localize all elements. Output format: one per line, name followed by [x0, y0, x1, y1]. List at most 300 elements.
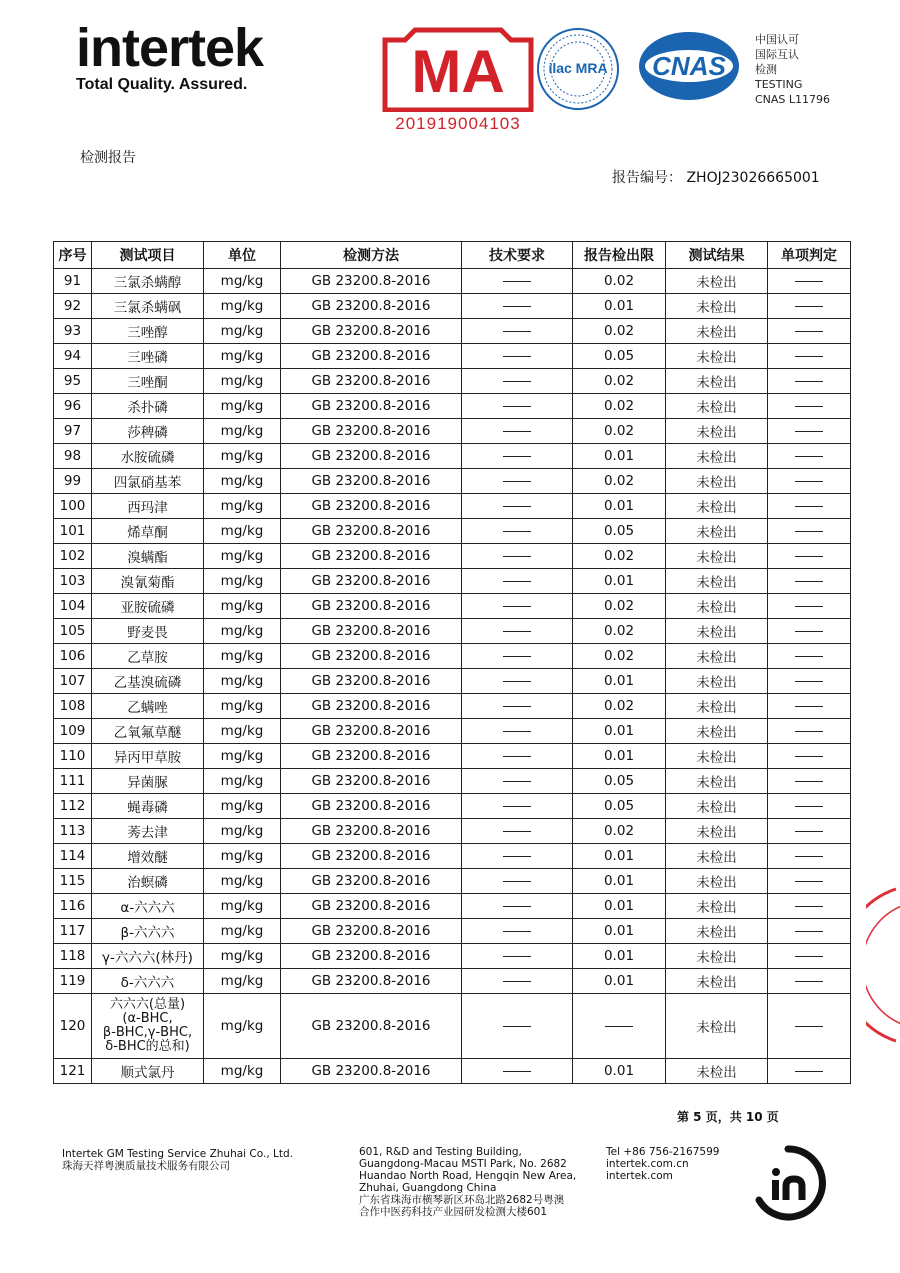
table-row	[54, 594, 851, 619]
dash-line	[795, 731, 823, 732]
dash-line	[503, 931, 531, 932]
unit: mg/kg	[204, 419, 281, 444]
row-no: 110	[54, 744, 92, 769]
intertek-tagline: Total Quality. Assured.	[76, 76, 248, 93]
dash-line	[503, 731, 531, 732]
test-item: δ-六六六	[92, 969, 204, 994]
footer-contact	[606, 1146, 719, 1182]
test-result: 未检出	[666, 419, 768, 444]
header-result: 测试结果	[666, 242, 768, 269]
detection-limit: 0.02	[573, 619, 666, 644]
detection-limit: 0.01	[573, 294, 666, 319]
row-no: 118	[54, 944, 92, 969]
test-result: 未检出	[666, 444, 768, 469]
dash-line	[795, 856, 823, 857]
test-result: 未检出	[666, 644, 768, 669]
test-result: 未检出	[666, 719, 768, 744]
row-no: 112	[54, 794, 92, 819]
unit: mg/kg	[204, 469, 281, 494]
ilac-mra-logo	[536, 26, 620, 112]
dash-line	[503, 631, 531, 632]
judgement	[768, 744, 851, 769]
test-item: 西玛津	[92, 494, 204, 519]
row-no: 92	[54, 294, 92, 319]
test-result: 未检出	[666, 1059, 768, 1084]
test-result: 未检出	[666, 569, 768, 594]
table-row	[54, 494, 851, 519]
requirement	[462, 794, 573, 819]
requirement	[462, 969, 573, 994]
table-row	[54, 694, 851, 719]
test-method: GB 23200.8-2016	[281, 644, 462, 669]
test-method: GB 23200.8-2016	[281, 469, 462, 494]
test-result: 未检出	[666, 794, 768, 819]
dash-line	[503, 956, 531, 957]
row-no: 107	[54, 669, 92, 694]
detection-limit: 0.02	[573, 469, 666, 494]
test-method: GB 23200.8-2016	[281, 569, 462, 594]
row-no: 113	[54, 819, 92, 844]
intertek-wordmark: intertek	[76, 18, 264, 78]
detection-limit: 0.02	[573, 319, 666, 344]
row-no: 111	[54, 769, 92, 794]
dash-line	[795, 506, 823, 507]
test-item	[92, 994, 204, 1059]
detection-limit: 0.01	[573, 569, 666, 594]
test-item: 莎稗磷	[92, 419, 204, 444]
detection-limit: 0.02	[573, 369, 666, 394]
unit: mg/kg	[204, 944, 281, 969]
unit: mg/kg	[204, 744, 281, 769]
row-no: 103	[54, 569, 92, 594]
row-no: 104	[54, 594, 92, 619]
ilac-text: ilac MRA	[548, 60, 608, 76]
judgement	[768, 394, 851, 419]
test-item-line: (α-BHC,	[122, 1011, 173, 1026]
requirement	[462, 719, 573, 744]
detection-limit: 0.02	[573, 694, 666, 719]
unit: mg/kg	[204, 369, 281, 394]
test-method: GB 23200.8-2016	[281, 1059, 462, 1084]
test-method: GB 23200.8-2016	[281, 844, 462, 869]
dash-line	[795, 331, 823, 332]
test-method: GB 23200.8-2016	[281, 594, 462, 619]
dash-line	[503, 981, 531, 982]
dash-line	[795, 456, 823, 457]
test-method: GB 23200.8-2016	[281, 869, 462, 894]
detection-limit: 0.01	[573, 669, 666, 694]
detection-limit: 0.01	[573, 944, 666, 969]
test-result: 未检出	[666, 544, 768, 569]
header-requirement: 技术要求	[462, 242, 573, 269]
judgement	[768, 319, 851, 344]
table-row	[54, 644, 851, 669]
unit: mg/kg	[204, 969, 281, 994]
test-item: 三唑磷	[92, 344, 204, 369]
table-row	[54, 994, 851, 1059]
row-no: 96	[54, 394, 92, 419]
judgement	[768, 694, 851, 719]
footer-line: Intertek GM Testing Service Zhuhai Co., Ltd.	[62, 1148, 293, 1160]
test-item: 溴螨酯	[92, 544, 204, 569]
dash-line	[795, 606, 823, 607]
judgement	[768, 419, 851, 444]
unit: mg/kg	[204, 869, 281, 894]
row-no: 120	[54, 994, 92, 1059]
test-item: 水胺硫磷	[92, 444, 204, 469]
judgement	[768, 369, 851, 394]
requirement	[462, 294, 573, 319]
dash-line	[503, 506, 531, 507]
unit: mg/kg	[204, 669, 281, 694]
detection-limit: 0.05	[573, 344, 666, 369]
row-no: 108	[54, 694, 92, 719]
test-method: GB 23200.8-2016	[281, 344, 462, 369]
table-row	[54, 769, 851, 794]
test-item: 顺式氯丹	[92, 1059, 204, 1084]
detection-limit: 0.01	[573, 494, 666, 519]
judgement	[768, 344, 851, 369]
test-result: 未检出	[666, 819, 768, 844]
judgement	[768, 794, 851, 819]
row-no: 99	[54, 469, 92, 494]
requirement	[462, 394, 573, 419]
dash-line	[795, 681, 823, 682]
detection-limit: 0.02	[573, 394, 666, 419]
table-row	[54, 319, 851, 344]
test-item: 三唑酮	[92, 369, 204, 394]
row-no: 105	[54, 619, 92, 644]
test-method: GB 23200.8-2016	[281, 944, 462, 969]
header-no: 序号	[54, 242, 92, 269]
cma-logo	[381, 26, 535, 112]
test-item: 亚胺硫磷	[92, 594, 204, 619]
cnas-caption-line: 国际互认	[755, 48, 799, 61]
judgement	[768, 644, 851, 669]
row-no: 91	[54, 269, 92, 294]
test-item: 四氯硝基苯	[92, 469, 204, 494]
table-row	[54, 569, 851, 594]
unit: mg/kg	[204, 694, 281, 719]
footer-line: intertek.com	[606, 1170, 673, 1182]
dash-line	[503, 431, 531, 432]
test-result: 未检出	[666, 494, 768, 519]
dash-line	[795, 756, 823, 757]
table-row	[54, 969, 851, 994]
dash-line	[503, 856, 531, 857]
requirement	[462, 644, 573, 669]
test-result: 未检出	[666, 894, 768, 919]
test-method: GB 23200.8-2016	[281, 619, 462, 644]
table-row	[54, 269, 851, 294]
test-item: 治螟磷	[92, 869, 204, 894]
test-method: GB 23200.8-2016	[281, 894, 462, 919]
table-row	[54, 1059, 851, 1084]
row-no: 101	[54, 519, 92, 544]
dash-line	[795, 1071, 823, 1072]
test-method: GB 23200.8-2016	[281, 819, 462, 844]
test-method: GB 23200.8-2016	[281, 719, 462, 744]
footer-line: 合作中医药科技产业园研发检测大楼601	[359, 1206, 548, 1218]
test-item: 异丙甲草胺	[92, 744, 204, 769]
detection-limit: 0.02	[573, 544, 666, 569]
detection-limit: 0.02	[573, 419, 666, 444]
dash-line	[795, 1026, 823, 1027]
test-item: 杀扑磷	[92, 394, 204, 419]
requirement	[462, 844, 573, 869]
test-item: 增效醚	[92, 844, 204, 869]
dash-line	[503, 556, 531, 557]
header-judgement: 单项判定	[768, 242, 851, 269]
requirement	[462, 269, 573, 294]
dash-line	[795, 881, 823, 882]
row-no: 102	[54, 544, 92, 569]
header-item: 测试项目	[92, 242, 204, 269]
table-row	[54, 744, 851, 769]
detection-limit: 0.05	[573, 794, 666, 819]
test-item: 莠去津	[92, 819, 204, 844]
footer-line: Tel +86 756-2167599	[606, 1146, 720, 1158]
unit: mg/kg	[204, 319, 281, 344]
table-row	[54, 544, 851, 569]
detection-limit	[573, 994, 666, 1059]
detection-limit: 0.01	[573, 969, 666, 994]
requirement	[462, 769, 573, 794]
intertek-logo	[76, 18, 263, 94]
unit: mg/kg	[204, 769, 281, 794]
footer-line: intertek.com.cn	[606, 1158, 689, 1170]
dash-line	[795, 481, 823, 482]
test-method: GB 23200.8-2016	[281, 269, 462, 294]
cma-text: MA	[411, 38, 505, 105]
requirement	[462, 894, 573, 919]
detection-limit: 0.01	[573, 844, 666, 869]
requirement	[462, 469, 573, 494]
test-result: 未检出	[666, 344, 768, 369]
dash-line	[503, 706, 531, 707]
judgement	[768, 594, 851, 619]
table-row	[54, 844, 851, 869]
requirement	[462, 869, 573, 894]
requirement	[462, 744, 573, 769]
requirement	[462, 444, 573, 469]
requirement	[462, 944, 573, 969]
test-item: β-六六六	[92, 919, 204, 944]
dash-line	[795, 706, 823, 707]
dash-line	[503, 806, 531, 807]
footer-line: 广东省珠海市横琴新区环岛北路2682号粤澳	[359, 1194, 565, 1206]
requirement	[462, 994, 573, 1059]
unit: mg/kg	[204, 644, 281, 669]
test-item: 蝇毒磷	[92, 794, 204, 819]
detection-limit: 0.02	[573, 269, 666, 294]
test-result: 未检出	[666, 469, 768, 494]
test-result: 未检出	[666, 919, 768, 944]
dash-line	[503, 381, 531, 382]
detection-limit: 0.02	[573, 644, 666, 669]
test-method: GB 23200.8-2016	[281, 794, 462, 819]
row-no: 117	[54, 919, 92, 944]
table-row	[54, 819, 851, 844]
dash-line	[503, 581, 531, 582]
report-number: 报告编号： ZHOJ23026665001	[612, 170, 820, 186]
test-result: 未检出	[666, 519, 768, 544]
table-row	[54, 394, 851, 419]
table-row	[54, 869, 851, 894]
dash-line	[795, 406, 823, 407]
row-no: 114	[54, 844, 92, 869]
detection-limit: 0.01	[573, 1059, 666, 1084]
footer-address	[359, 1146, 576, 1218]
test-result: 未检出	[666, 294, 768, 319]
test-method: GB 23200.8-2016	[281, 919, 462, 944]
unit: mg/kg	[204, 294, 281, 319]
requirement	[462, 519, 573, 544]
judgement	[768, 919, 851, 944]
row-no: 94	[54, 344, 92, 369]
test-item: 异菌脲	[92, 769, 204, 794]
test-method: GB 23200.8-2016	[281, 994, 462, 1059]
test-result: 未检出	[666, 994, 768, 1059]
row-no: 119	[54, 969, 92, 994]
table-row	[54, 944, 851, 969]
dash-line	[503, 881, 531, 882]
header-limit: 报告检出限	[573, 242, 666, 269]
test-result: 未检出	[666, 694, 768, 719]
dash-line	[503, 456, 531, 457]
test-result: 未检出	[666, 619, 768, 644]
table-row	[54, 719, 851, 744]
judgement	[768, 519, 851, 544]
table-row	[54, 469, 851, 494]
test-method: GB 23200.8-2016	[281, 544, 462, 569]
unit: mg/kg	[204, 544, 281, 569]
document-title: 检测报告	[80, 150, 136, 166]
dash-line	[795, 306, 823, 307]
dash-line	[503, 831, 531, 832]
dash-line	[795, 831, 823, 832]
row-no: 109	[54, 719, 92, 744]
judgement	[768, 444, 851, 469]
cma-number: 201919004103	[395, 114, 521, 133]
requirement	[462, 694, 573, 719]
requirement	[462, 669, 573, 694]
table-row	[54, 369, 851, 394]
dash-line	[503, 681, 531, 682]
unit: mg/kg	[204, 719, 281, 744]
test-result: 未检出	[666, 669, 768, 694]
dash-line	[503, 306, 531, 307]
row-no: 93	[54, 319, 92, 344]
detection-limit: 0.01	[573, 744, 666, 769]
judgement	[768, 294, 851, 319]
requirement	[462, 1059, 573, 1084]
table-row	[54, 669, 851, 694]
dash-line	[503, 356, 531, 357]
row-no: 98	[54, 444, 92, 469]
table-row	[54, 444, 851, 469]
footer-line: 601, R&D and Testing Building,	[359, 1146, 522, 1158]
unit: mg/kg	[204, 894, 281, 919]
judgement	[768, 619, 851, 644]
requirement	[462, 544, 573, 569]
footer-line: 珠海天祥粤澳质量技术服务有限公司	[62, 1160, 230, 1172]
table-row	[54, 894, 851, 919]
cnas-logo	[637, 30, 741, 102]
unit: mg/kg	[204, 844, 281, 869]
table-header-row	[54, 242, 851, 269]
dash-line	[795, 981, 823, 982]
table-row	[54, 294, 851, 319]
cnas-caption-line: 中国认可	[755, 33, 799, 46]
dash-line	[795, 431, 823, 432]
detection-limit: 0.01	[573, 719, 666, 744]
test-result: 未检出	[666, 969, 768, 994]
table-row	[54, 519, 851, 544]
judgement	[768, 994, 851, 1059]
test-item-line: δ-BHC的总和)	[105, 1039, 190, 1054]
test-item: 烯草酮	[92, 519, 204, 544]
test-result: 未检出	[666, 394, 768, 419]
test-item: 三唑醇	[92, 319, 204, 344]
judgement	[768, 569, 851, 594]
requirement	[462, 369, 573, 394]
table-row	[54, 919, 851, 944]
red-stamp-partial	[866, 885, 900, 1045]
dash-line	[503, 1071, 531, 1072]
detection-limit: 0.05	[573, 519, 666, 544]
test-method: GB 23200.8-2016	[281, 519, 462, 544]
dash-line	[795, 931, 823, 932]
requirement	[462, 494, 573, 519]
test-item: 三氯杀螨醇	[92, 269, 204, 294]
test-method: GB 23200.8-2016	[281, 694, 462, 719]
detection-limit: 0.01	[573, 444, 666, 469]
test-result: 未检出	[666, 269, 768, 294]
requirement	[462, 619, 573, 644]
judgement	[768, 469, 851, 494]
cnas-text: CNAS	[652, 51, 726, 81]
requirement	[462, 419, 573, 444]
row-no: 95	[54, 369, 92, 394]
test-item: 三氯杀螨砜	[92, 294, 204, 319]
test-result: 未检出	[666, 744, 768, 769]
test-item: 溴氰菊酯	[92, 569, 204, 594]
unit: mg/kg	[204, 1059, 281, 1084]
test-result: 未检出	[666, 594, 768, 619]
footer-line: Zhuhai, Guangdong China	[359, 1182, 497, 1194]
unit: mg/kg	[204, 519, 281, 544]
test-method: GB 23200.8-2016	[281, 294, 462, 319]
test-item: α-六六六	[92, 894, 204, 919]
footer-line: Guangdong-Macau MSTI Park, No. 2682	[359, 1158, 567, 1170]
cnas-caption-line: 检测	[755, 63, 777, 76]
intertek-in-icon	[749, 1144, 827, 1222]
detection-limit: 0.01	[573, 919, 666, 944]
dash-line	[795, 281, 823, 282]
dash-line	[503, 781, 531, 782]
row-no: 97	[54, 419, 92, 444]
page-number: 第 5 页，共 10 页	[677, 1110, 779, 1124]
test-method: GB 23200.8-2016	[281, 444, 462, 469]
unit: mg/kg	[204, 569, 281, 594]
judgement	[768, 1059, 851, 1084]
row-no: 115	[54, 869, 92, 894]
dash-line	[503, 656, 531, 657]
dash-line	[503, 531, 531, 532]
test-result: 未检出	[666, 319, 768, 344]
table-body	[54, 269, 851, 1084]
